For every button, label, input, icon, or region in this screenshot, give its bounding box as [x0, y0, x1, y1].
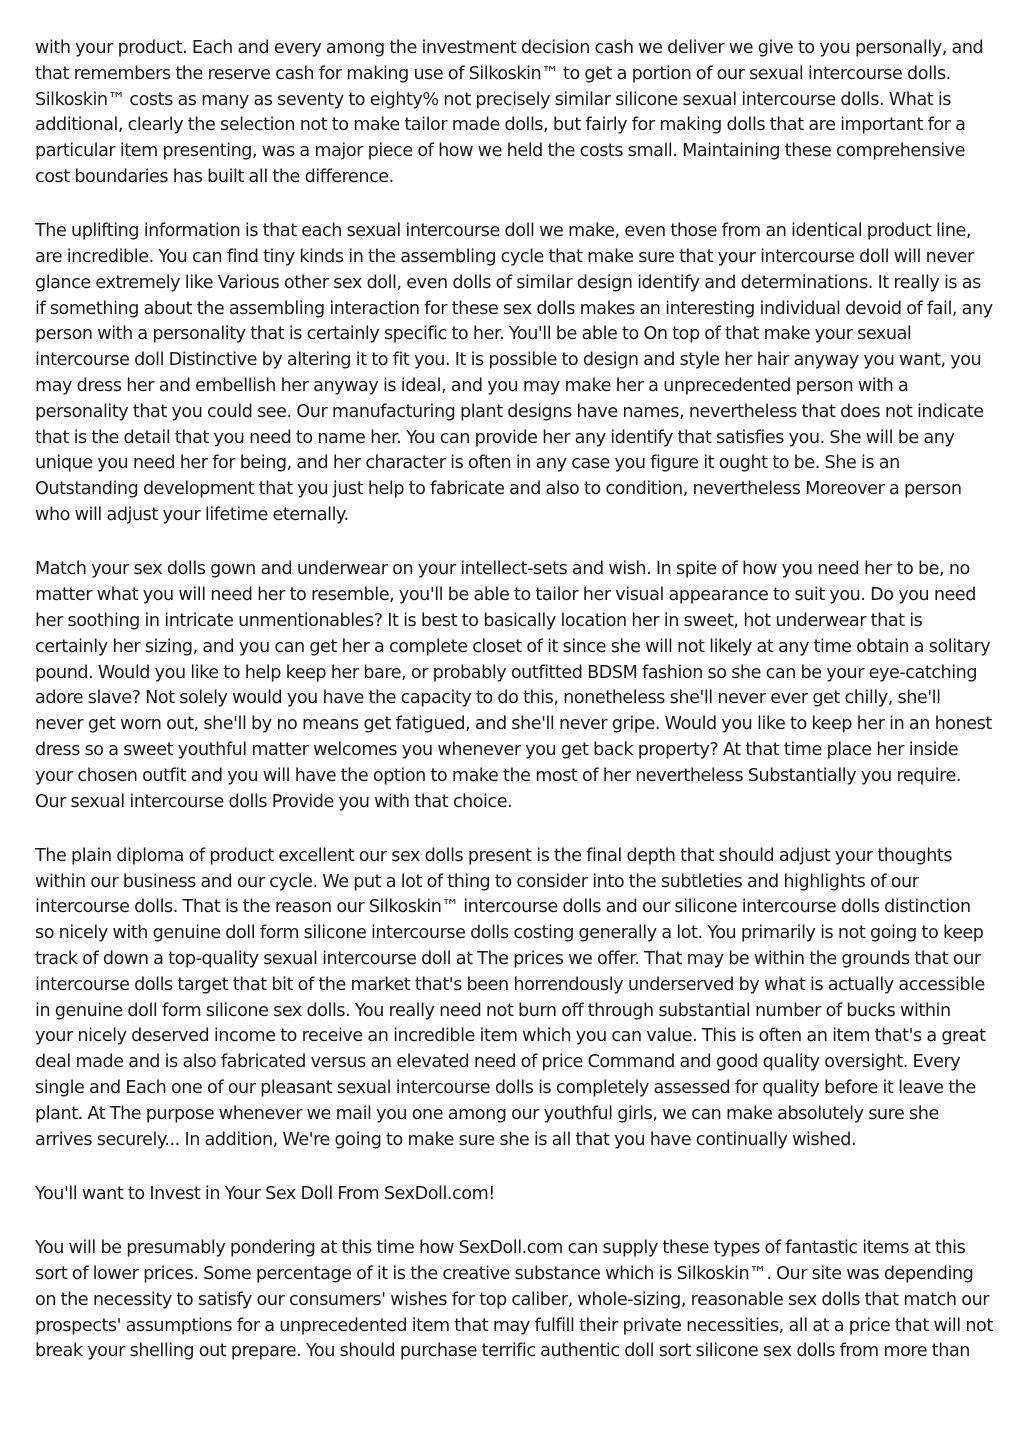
- paragraph-5: You will be presumably pondering at this time how SexDoll.com can supply these types of fantastic items at this sort of lower prices. Some percentage of it is the creative substance which is Silkoskin™. Our site was depending on the necessity to satisfy our consumers' wishes for top caliber, whole-sizing, reasonable sex dolls that match our prospects' assumptions for a unprecedented item that may fulfill their private necessities, all at a price that will not break your shelling out prepare. You should purchase terrific authentic doll sort silicone sex dolls from more than: [35, 1238, 993, 1362]
- paragraph-1: with your product. Each and every among the investment decision cash we deliver we give to you personally, and that remembers the reserve cash for making use of Silkoskin™ to get a portion of our sexual intercourse dolls. Silkoskin™ costs as many as seventy to eighty% not precisely similar silicone sexual intercourse dolls. What is additional, clearly the selection not to make tailor made dolls, but fairly for making dolls that are important for a particular item presenting, was a major piece of how we held the costs small. Maintaining these comprehensive cost boundaries has built all the difference.: [35, 38, 984, 187]
- paragraph-3: Match your sex dolls gown and underwear on your intellect-sets and wish. In spite of how you need her to be, no matter what you will need her to resemble, you'll be able to tailor her visual appearance to suit you. Do you need her soothing in intricate unmentionables? It is best to basically location her in sweet, hot underwear that is certainly her sizing, and you can get her a complete closet of it since she will not likely at any time obtain a solitary pound. Would you like to help keep her bare, or probably outfitted BDSM fashion so she can be your eye-catching adore slave? Not solely would you have the capacity to do this, nonetheless she'll never ever get chilly, she'll never get worn out, she'll by no means get fatigued, and she'll never gripe. Would you like to keep her in an honest dress so a sweet youthful matter welcomes you whenever you get back property? At that time place her inside your chosen outfit and you will have the option to make the most of her nevertheless Substantially you require. Our sexual intercourse dolls Provide you with that choice.: [35, 559, 992, 812]
- paragraph-2: The uplifting information is that each sexual intercourse doll we make, even those from an identical product line, are incredible. You can find tiny kinds in the assembling cycle that make sure that your intercourse doll will never glance extremely like Various other sex doll, even dolls of similar design identify and determinations. It really is as if something about the assembling interaction for these sex dolls makes an interesting individual devoid of fail, any person with a personality that is certainly specific to her. You'll be able to On top of that make your sexual intercourse doll Distinctive by altering it to fit you. It is possible to design and style her hair anyway you want, you may dress her and embellish her anyway is ideal, and you may make her a unprecedented person with a personality that you could see. Our manufacturing plant designs have names, nevertheless that does not indicate that is the detail that you need to name her. You can provide her any identify that satisfies you. She will be any unique you need her for being, and her character is often in any case you figure it ought to be. She is an Outstanding development that you just help to fabricate and also to condition, nevertheless Moreover a person who will adjust your lifetime eternally.: [35, 221, 993, 526]
- section-heading: You'll want to Invest in Your Sex Doll From SexDoll.com!: [35, 1183, 495, 1204]
- paragraph-4: The plain diploma of product excellent our sex dolls present is the final depth that should adjust your thoughts within our business and our cycle. We put a lot of thing to consider into the subtleties and highlights of our intercourse dolls. That is the reason our Silkoskin™ intercourse dolls and our silicone intercourse dolls distinction so nicely with genuine doll form silicone intercourse dolls costing generally a lot. You primarily is not going to keep track of down a top-quality sexual intercourse doll at The prices we offer. That may be within the grounds that our intercourse dolls target that bit of the market that's been horrendously underserved by what is actually accessible in genuine doll form silicone sex dolls. You really need not burn off through substantial number of bucks within your nicely deserved income to receive an incredible item which you can value. This is often an item that's a great deal made and is also fabricated versus an elevated need of price Command and good quality oversight. Every single and Each one of our pleasant sexual intercourse dolls is completely assessed for quality before it leave the plant. At The purpose whenever we mail you one among our youthful girls, we can make absolutely sure she arrives securely... In addition, We're going to make sure she is all that you have continually wished.: [35, 845, 986, 1150]
- document-body: [35, 36, 993, 1394]
